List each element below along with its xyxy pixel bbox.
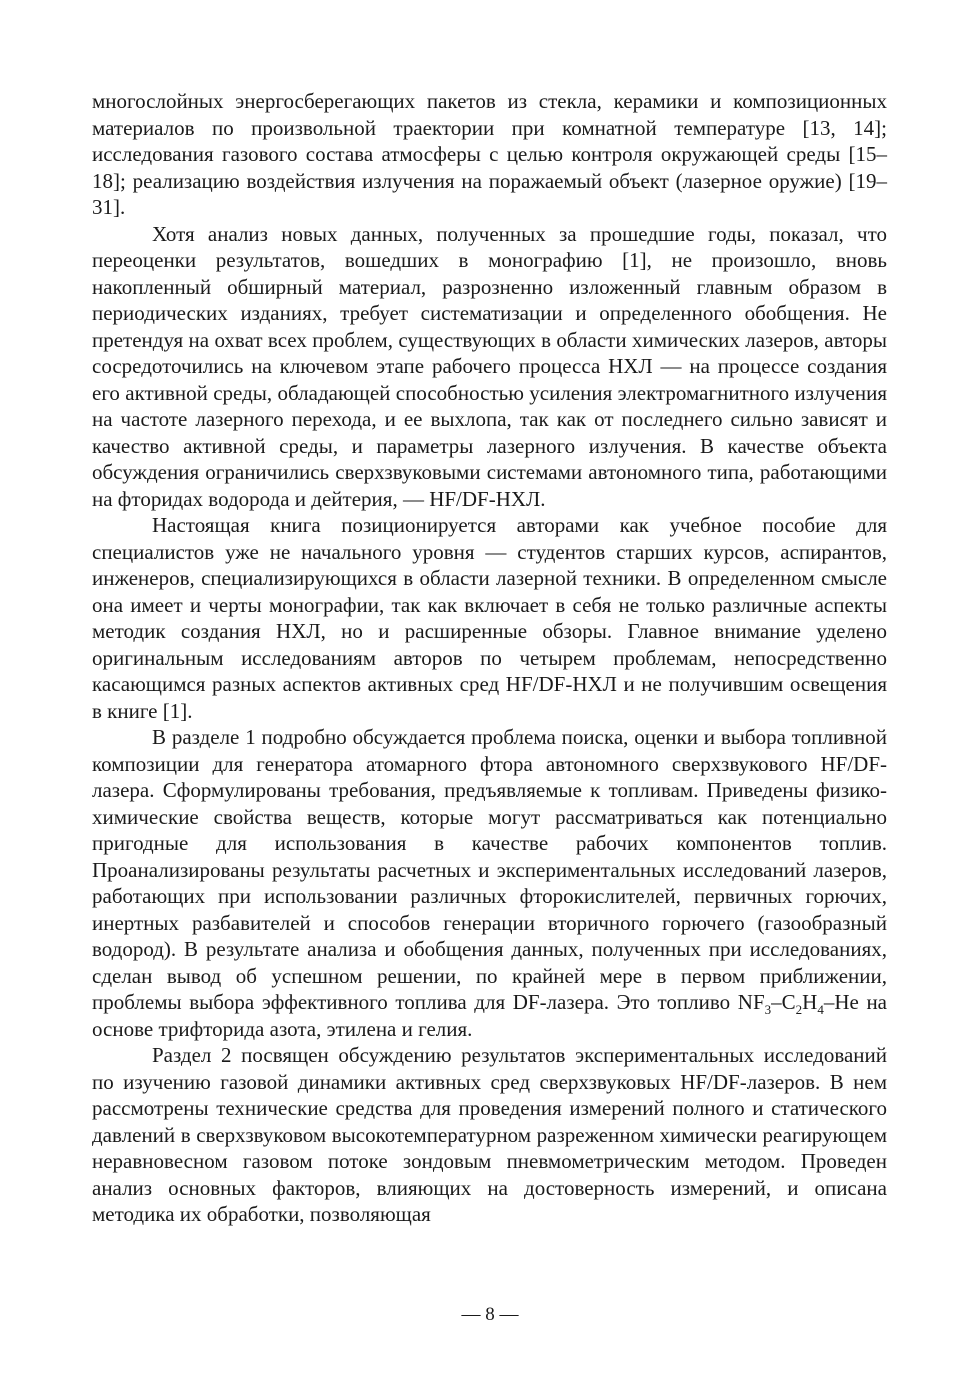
paragraph-5: Раздел 2 посвящен обсуждению результатов экспериментальных исследований по изучению газовой динамики активных сред сверхзвуковых HF/DF-лазеров. В нем рассмотрены технические средства для проведения измерений полного и статического давлений в сверхзвуковом высокотемпературном разреженном химически реагирующем неравновесном газовом потоке зондовым пневмометрическим методом. Проведен анализ основных факторов, влияющих на достоверность измерений, и описана методика их обработки, позволяющая	[92, 1043, 887, 1226]
formula-c: –C	[771, 990, 796, 1014]
formula-sub-3: 3	[764, 1002, 772, 1018]
formula-nf: NF	[737, 990, 765, 1014]
paragraph-1: многослойных энергосберегающих пакетов из стекла, керамики и композиционных материалов по произвольной траектории при комнатной температуре [13, 14]; исследования газового состава атмосферы с целью контроля окружающей среды [15–18]; реализацию воздействия излучения на поражаемый объект (лазерное оружие) [19–31].	[92, 89, 887, 219]
paragraph-4-tail: на основе трифторида азота, этилена и гелия.	[92, 990, 888, 1041]
paragraph-2: Хотя анализ новых данных, полученных за прошедшие годы, показал, что переоценки результатов, вошедших в монографию [1], не произошло, вновь накопленный обширный материал, разрозненно изложенный главным образом в периодических изданиях, требует систематизации и определенного обобщения. Не претендуя на охват всех проблем, существующих в области химических лазеров, авторы сосредоточились на ключевом этапе рабочего процесса НХЛ — на процессе создания его активной среды, обладающей способностью усиления электромагнитного излучения на частоте лазерного перехода, и ее выхлопа, так как от последнего сильно зависят и качество активной среды, и параметры лазерного излучения. В качестве объекта обсуждения ограничились сверхзвуковыми системами автономного типа, работающими на фторидах водорода и дейтерия, — HF/DF-НХЛ.	[92, 221, 887, 511]
formula-sub-2: 2	[795, 1002, 803, 1018]
document-page	[92, 88, 887, 1228]
paragraph-4-text: В разделе 1 подробно обсуждается проблема поиска, оценки и выбора топливной композиции для генератора атомарного фтора автономного сверхзвукового HF/DF-лазера. Сформулированы требования, предъявляемые к топливам. Приведены физико-химические свойства веществ, которые могут рассматриваться как потенциально пригодные для использования в качестве рабочих компонентов топлив. Проанализированы результаты расчетных и экспериментальных исследований лазеров, работающих при использовании различных фторокислителей, первичных горючих, инертных разбавителей и способов генерации вторичного горючего (газообразный водород). В результате анализа и обобщения данных, полученных при исследованиях, сделан вывод об успешном решении, по крайней мере в первом приближении, проблемы выбора эффективного топлива для DF-лазера. Это топливо	[92, 725, 887, 1014]
paragraph-4	[92, 724, 887, 1042]
fuel-formula	[737, 990, 859, 1018]
paragraph-3: Настоящая книга позиционируется авторами как учебное пособие для специалистов уже не начального уровня — студентов старших курсов, аспирантов, инженеров, специализирующихся в области лазерной техники. В определенном смысле она имеет и черты монографии, так как включает в себя не только различные аспекты методик создания НХЛ, но и расширенные обзоры. Главное внимание уделено оригинальным исследованиям авторов по четырем проблемам, непосредственно касающимся разных аспектов активных сред HF/DF-НХЛ и не получившим освещения в книге [1].	[92, 513, 887, 723]
page-number: — 8 —	[461, 1304, 519, 1325]
formula-he: –He	[823, 990, 859, 1014]
formula-h: H	[802, 990, 818, 1014]
formula-sub-4: 4	[817, 1002, 824, 1018]
